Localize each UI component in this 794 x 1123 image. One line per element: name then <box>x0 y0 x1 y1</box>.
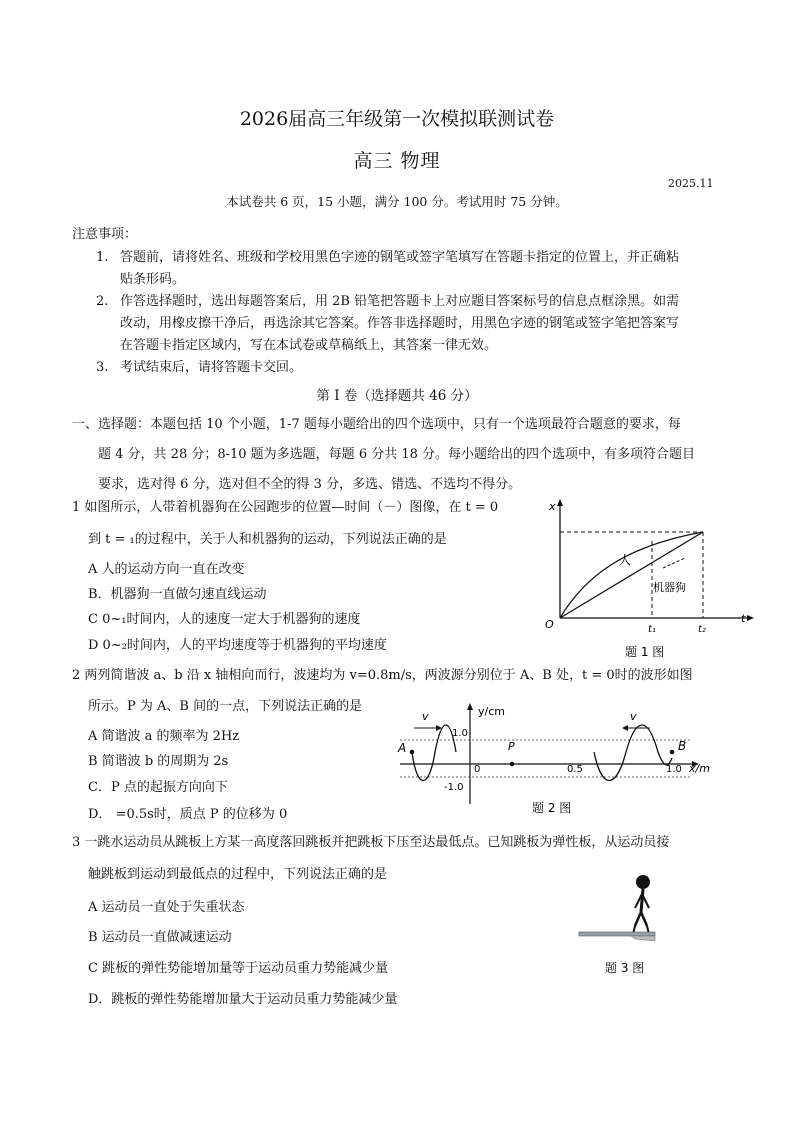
question-2-stem-cont: 所示。P 为 A、B 间的一点，下列说法正确的是 <box>88 699 363 714</box>
question-1-option-d: D 0~₂时间内，人的平均速度等于机器狗的平均速度 <box>88 638 387 653</box>
x-axis-label: x/m <box>689 762 710 775</box>
note-line: 改动，用橡皮擦干净后，再选涂其它答案。作答非选择题时，用黑色字迹的钢笔或签字笔把答案写 <box>120 316 680 331</box>
point-b <box>670 750 675 755</box>
note-line: 作答选择题时，选出每题答案后，用 2B 铅笔把答题卡上对应题目答案标号的信息点框涂黑。如需 <box>120 294 680 309</box>
person-label: 人 <box>619 553 632 567</box>
question-3-option-d: D．跳板的弹性势能增加量大于运动员重力势能减少量 <box>88 992 398 1007</box>
label-p: P <box>508 740 515 753</box>
t2-label: t₂ <box>698 624 706 635</box>
question-1-stem: 1 如图所示，人带着机器狗在公园跑步的位置—时间（－）图像，在 t = 0 <box>72 500 499 515</box>
question-3-option-a: A 运动员一直处于失重状态 <box>88 900 245 915</box>
note-item <box>96 291 721 357</box>
figure-caption: 题 1 图 <box>625 645 665 659</box>
note-item <box>96 247 721 291</box>
springboard-support <box>631 936 655 941</box>
exam-subject: 高三 物理 <box>353 150 441 172</box>
question-2-stem: 2 两列简谐波 a、b 沿 x 轴相向而行，波速均为 v=0.8m/s，两波源分别位于 A、B 处，t = 0时的波形如图 <box>72 668 693 683</box>
note-number: 1. <box>96 250 109 265</box>
question-2-option-c: C．P 点的起振方向向下 <box>88 780 228 795</box>
y-axis-label: x <box>549 500 556 513</box>
y-axis-arrow <box>467 703 473 710</box>
figure-caption: 题 3 图 <box>605 961 645 975</box>
tick-end-label: 1.0 <box>666 764 682 775</box>
question-3-figure <box>575 868 665 978</box>
section-instructions-line: 一、选择题：本题包括 10 个小题，1-7 题每小题给出的四个选项中，只有一个选项最符合题意的要求，每 <box>72 417 681 432</box>
section-instructions <box>72 410 722 500</box>
arrow-v-right-head <box>622 725 628 731</box>
point-p <box>510 762 515 767</box>
x-axis-label: t <box>741 612 746 625</box>
label-v-left: v <box>422 710 429 723</box>
tick-mid-label: 0.5 <box>567 764 583 775</box>
question-1-option-b: B．机器狗一直做匀速直线运动 <box>88 587 267 602</box>
tangent-line <box>663 558 685 568</box>
note-line: 贴条形码。 <box>120 272 186 287</box>
question-1-figure <box>535 496 755 662</box>
figure-caption: 题 2 图 <box>532 801 572 815</box>
note-line: 在答题卡指定区域内，写在本试卷或草稿纸上，其答案一律无效。 <box>120 338 498 353</box>
diver-body <box>641 889 643 912</box>
point-a <box>410 750 415 755</box>
question-1-option-c: C 0~₁时间内，人的速度一定大于机器狗的速度 <box>88 612 361 627</box>
t1-label: t₁ <box>648 624 656 635</box>
diver-leg-left <box>635 912 641 926</box>
question-3-stem-cont: 触跳板到运动到最低点的过程中，下列说法正确的是 <box>88 867 388 882</box>
section-instructions-line: 题 4 分，共 28 分；8-10 题为多选题，每题 6 分共 18 分。每小题给出的四个选项中，有多项符合题目 <box>98 447 696 462</box>
y-axis-label: y/cm <box>478 705 505 718</box>
origin-label: 0 <box>474 764 481 775</box>
question-2-option-d: D． =0.5s时，质点 P 的位移为 0 <box>88 807 288 822</box>
wave-a <box>412 725 456 781</box>
note-line: 答题前，请将姓名、班级和学校用黑色字迹的钢笔或签字笔填写在答题卡指定的位置上，并正确粘 <box>120 250 680 265</box>
label-a: A <box>398 741 407 755</box>
question-3-option-b: B 运动员一直做减速运动 <box>88 930 232 945</box>
question-2-option-a: A 简谐波 a 的频率为 2Hz <box>88 729 240 744</box>
note-item <box>96 357 721 379</box>
notes-title: 注意事项： <box>72 227 138 242</box>
section-heading: 第 I 卷（选择题共 46 分） <box>316 388 478 404</box>
question-2-figure <box>392 698 722 818</box>
y-axis-arrow <box>557 499 563 506</box>
section-instructions-line: 要求，选对得 6 分，选对但不全的得 3 分，多选、错选、不选均不得分。 <box>98 477 522 492</box>
exam-date: 2025.11 <box>668 177 714 190</box>
label-b: B <box>678 739 687 753</box>
question-3-stem: 3 一跳水运动员从跳板上方某一高度落回跳板并把跳板下压至达最低点。已知跳板为弹性板，从运动员接 <box>72 835 670 850</box>
note-number: 3. <box>96 360 109 375</box>
question-3-option-c: C 跳板的弹性势能增加量等于运动员重力势能减少量 <box>88 961 389 976</box>
x-axis-arrow <box>747 615 754 621</box>
diver-leg-right <box>641 912 647 926</box>
question-2-option-b: B 简谐波 b 的周期为 2s <box>88 754 229 769</box>
springboard <box>579 932 655 936</box>
origin-label: O <box>545 618 554 631</box>
dog-label: 机器狗 <box>653 581 686 594</box>
wave-b <box>594 725 672 781</box>
question-1-stem-cont: 到 t = ₁的过程中，关于人和机器狗的运动，下列说法正确的是 <box>88 532 447 547</box>
note-number: 2. <box>96 294 109 309</box>
note-line: 考试结束后，请将答题卡交回。 <box>120 360 303 375</box>
dog-line <box>560 532 703 618</box>
diver-head <box>636 875 650 889</box>
y-top-label: 1.0 <box>452 728 468 739</box>
exam-title: 2026届高三年级第一次模拟联测试卷 <box>239 108 555 130</box>
question-1-option-a: A 人的运动方向一直在改变 <box>88 562 245 577</box>
label-v-right: v <box>630 710 637 723</box>
exam-intro: 本试卷共 6 页，15 小题，满分 100 分。考试用时 75 分钟。 <box>226 194 568 209</box>
y-bottom-label: -1.0 <box>444 782 464 793</box>
